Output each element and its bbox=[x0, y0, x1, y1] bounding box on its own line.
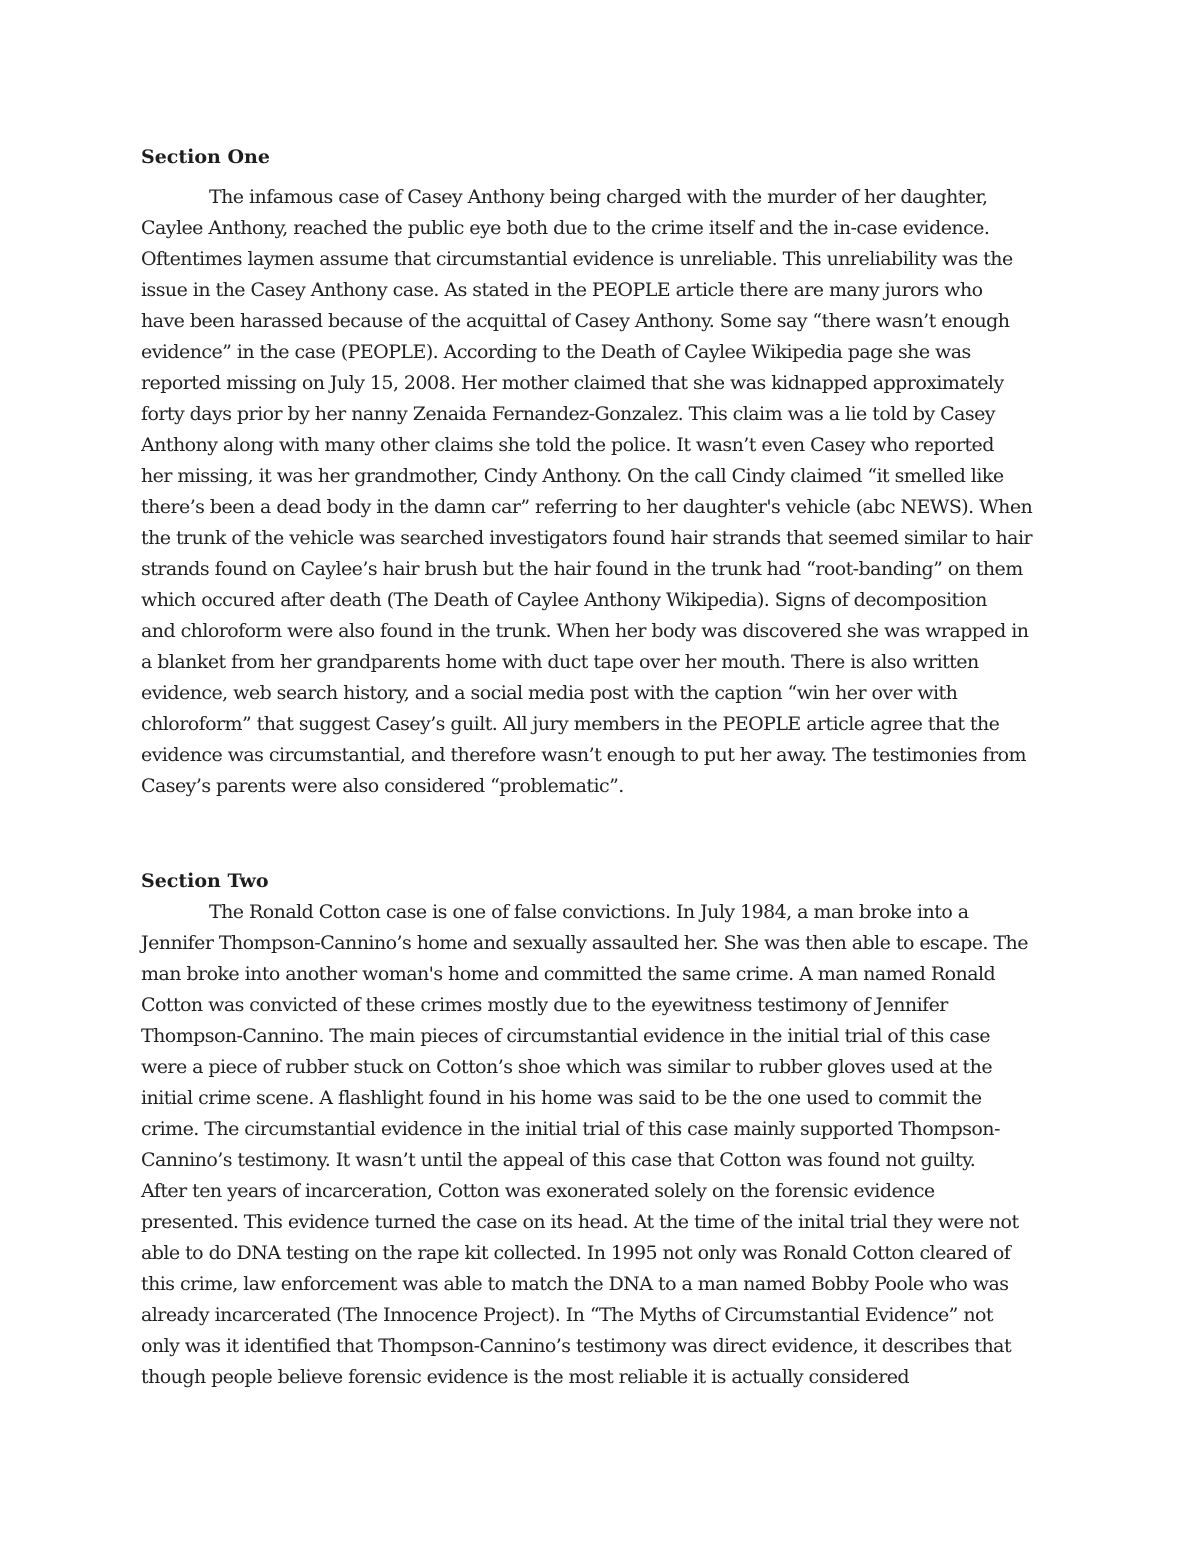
text-line: Cannino’s testimony. It wasn’t until the appeal of this case that Cotton was found not guilty. bbox=[141, 1149, 976, 1171]
text-line: already incarcerated (The Innocence Project). In “The Myths of Circumstantial Evidence” not bbox=[141, 1304, 993, 1326]
text-line: Cotton was convicted of these crimes mostly due to the eyewitness testimony of Jennifer bbox=[141, 994, 948, 1016]
paragraph bbox=[141, 182, 1061, 802]
text-line: Caylee Anthony, reached the public eye both due to the crime itself and the in-case evidence. bbox=[141, 217, 990, 239]
text-line: presented. This evidence turned the case on its head. At the time of the inital trial they were not bbox=[141, 1211, 1019, 1233]
text-line: forty days prior by her nanny Zenaida Fernandez-Gonzalez. This claim was a lie told by Casey bbox=[141, 403, 995, 425]
text-line: able to do DNA testing on the rape kit collected. In 1995 not only was Ronald Cotton cleared of bbox=[141, 1242, 1011, 1264]
text-line: strands found on Caylee’s hair brush but the hair found in the trunk had “root-banding” on them bbox=[141, 558, 1023, 580]
section-one bbox=[141, 142, 1061, 802]
text-line: there’s been a dead body in the damn car” referring to her daughter's vehicle (abc NEWS). When bbox=[141, 496, 1033, 518]
text-line: a blanket from her grandparents home with duct tape over her mouth. There is also written bbox=[141, 651, 979, 673]
paragraph bbox=[141, 897, 1061, 1393]
text-line: initial crime scene. A flashlight found in his home was said to be the one used to commit the bbox=[141, 1087, 982, 1109]
text-line: evidence, web search history, and a social media post with the caption “win her over with bbox=[141, 682, 958, 704]
section-heading: Section Two bbox=[141, 870, 269, 892]
text-line: have been harassed because of the acquittal of Casey Anthony. Some say “there wasn’t enough bbox=[141, 310, 1010, 332]
text-line: only was it identified that Thompson-Cannino’s testimony was direct evidence, it describes that bbox=[141, 1335, 1012, 1357]
text-line: The Ronald Cotton case is one of false convictions. In July 1984, a man broke into a bbox=[209, 901, 969, 923]
text-line: evidence” in the case (PEOPLE). According to the Death of Caylee Wikipedia page she was bbox=[141, 341, 971, 363]
section-heading: Section One bbox=[141, 146, 270, 168]
text-line: issue in the Casey Anthony case. As stated in the PEOPLE article there are many jurors who bbox=[141, 279, 983, 301]
text-line: After ten years of incarceration, Cotton was exonerated solely on the forensic evidence bbox=[141, 1180, 935, 1202]
text-line: and chloroform were also found in the trunk. When her body was discovered she was wrapped in bbox=[141, 620, 1029, 642]
text-line: Thompson-Cannino. The main pieces of circumstantial evidence in the initial trial of this case bbox=[141, 1025, 991, 1047]
text-line: Jennifer Thompson-Cannino’s home and sexually assaulted her. She was then able to escape. The bbox=[141, 932, 1028, 954]
text-line: man broke into another woman's home and committed the same crime. A man named Ronald bbox=[141, 963, 996, 985]
text-line: which occured after death (The Death of Caylee Anthony Wikipedia). Signs of decomposition bbox=[141, 589, 987, 611]
text-line: evidence was circumstantial, and therefore wasn’t enough to put her away. The testimonies from bbox=[141, 744, 1026, 766]
text-line: chloroform” that suggest Casey’s guilt. All jury members in the PEOPLE article agree that the bbox=[141, 713, 1000, 735]
section-two bbox=[141, 866, 1061, 1393]
text-line: Casey’s parents were also considered “problematic”. bbox=[141, 775, 624, 797]
text-line: the trunk of the vehicle was searched investigators found hair strands that seemed similar to hair bbox=[141, 527, 1033, 549]
text-line: crime. The circumstantial evidence in the initial trial of this case mainly supported Thompson- bbox=[141, 1118, 1000, 1140]
text-line: her missing, it was her grandmother, Cindy Anthony. On the call Cindy claimed “it smelled like bbox=[141, 465, 1004, 487]
text-line: The infamous case of Casey Anthony being charged with the murder of her daughter, bbox=[209, 186, 988, 208]
text-line: were a piece of rubber stuck on Cotton’s shoe which was similar to rubber gloves used at the bbox=[141, 1056, 993, 1078]
text-line: though people believe forensic evidence is the most reliable it is actually considered bbox=[141, 1366, 910, 1388]
text-line: Oftentimes laymen assume that circumstantial evidence is unreliable. This unreliability was the bbox=[141, 248, 1013, 270]
text-line: this crime, law enforcement was able to match the DNA to a man named Bobby Poole who was bbox=[141, 1273, 1009, 1295]
text-line: reported missing on July 15, 2008. Her mother claimed that she was kidnapped approximately bbox=[141, 372, 1004, 394]
text-line: Anthony along with many other claims she told the police. It wasn’t even Casey who reported bbox=[141, 434, 994, 456]
